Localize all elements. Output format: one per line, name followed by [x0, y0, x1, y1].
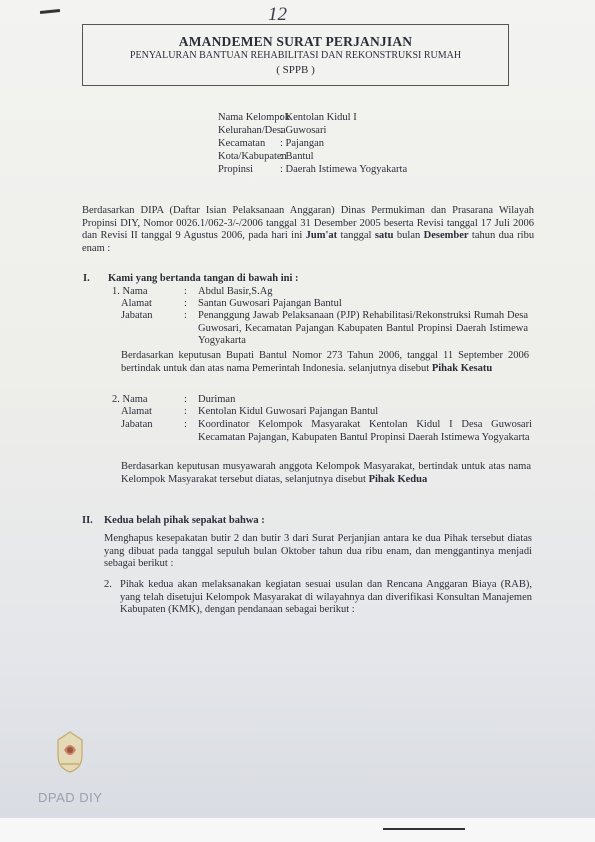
title-box: [82, 24, 509, 86]
info-value: : Pajangan: [280, 138, 325, 149]
intro-text3: bulan: [396, 230, 421, 241]
party1-designation: Pihak Kesatu: [431, 362, 493, 374]
party2-designation: Pihak Kedua: [368, 473, 428, 485]
section-2-paragraph: Menghapus kesepakatan butir 2 dan butir 3 dari Surat Perjanjian antara ke dua Pihak tersebut diatas yang dibuat pada tanggal sepuluh bulan Oktober tahun dua ribu enam, dan menggantinya menjadi sebagai berikut :: [104, 533, 532, 569]
party1-label-position: Jabatan: [121, 310, 153, 321]
party2-basis-text: Berdasarkan keputusan musyawarah anggota Kelompok Masyarakat, bertindak untuk atas nama Kelompok Masyarakat tersebut diatas, selanjutnya disebut: [121, 461, 531, 485]
colon: :: [184, 406, 187, 417]
info-label: Nama Kelompok: [218, 112, 291, 123]
party1-basis: [121, 350, 529, 375]
document-code: ( SPPB ): [276, 64, 315, 76]
info-label: Propinsi: [218, 164, 254, 175]
party2-label-name: 2. Nama: [112, 394, 148, 405]
handwritten-page-number: 12: [268, 4, 287, 25]
intro-month: Desember: [423, 230, 469, 241]
colon: :: [184, 298, 187, 309]
document-subtitle: PENYALURAN BANTUAN REHABILITASI DAN REKONSTRUKSI RUMAH: [129, 50, 462, 61]
party2-label-position: Jabatan: [121, 419, 153, 430]
party2-label-address: Alamat: [121, 406, 152, 417]
party1-label-name: 1. Nama: [112, 286, 148, 297]
item-2-text: Pihak kedua akan melaksanakan kegiatan sesuai usulan dan Rencana Anggaran Biaya (RAB), yang telah disetujui Kelompok Masyarakat di wilayahnya dan diverifikasi Konsultan Manajemen Kabupaten (KMK), dengan pendanaan sebagai berikut :: [120, 579, 532, 615]
colon: :: [184, 286, 187, 297]
intro-paragraph: [82, 205, 534, 255]
colon: :: [184, 310, 187, 321]
info-label: Kota/Kabupaten: [218, 151, 287, 162]
colon: :: [184, 419, 187, 430]
intro-text: Berdasarkan DIPA (Daftar Isian Pelaksanaan Anggaran) Dinas Permukiman dan Prasarana Wilayah Propinsi DIY, Nomor 0026.1/062-3/-/2006 tanggal 31 Desember 2005 beserta Revisi tanggal 17 Juli 2006 dan Revisi II tanggal 9 Agustus 2006, pada hari ini: [82, 205, 534, 241]
item-2-number: 2.: [104, 579, 112, 590]
section-1-title: Kami yang bertanda tangan di bawah ini :: [108, 273, 299, 284]
section-1-number: I.: [83, 273, 90, 284]
bottom-rule: [383, 828, 465, 830]
section-2-title: Kedua belah pihak sepakat bahwa :: [104, 515, 265, 526]
party1-address: Santan Guwosari Pajangan Bantul: [198, 298, 342, 309]
intro-day: Jum'at: [305, 230, 338, 241]
info-value: : Guwosari: [280, 125, 327, 136]
info-label: Kecamatan: [218, 138, 266, 149]
info-value: : Kentolan Kidul I: [280, 112, 357, 123]
party2-name: Duriman: [198, 394, 236, 405]
party1-label-address: Alamat: [121, 298, 152, 309]
intro-text4: tahun dua ribu enam :: [82, 230, 535, 254]
party2-position: Koordinator Kelompok Masyarakat Kentolan Kidul I Desa Guwosari Kecamatan Pajangan, Kabupaten Bantul Propinsi Daerah Istimewa Yogyakarta: [198, 419, 532, 443]
archive-watermark: DPAD DIY: [38, 790, 103, 805]
party1-position: Penanggung Jawab Pelaksanaan (PJP) Rehabilitasi/Rekonstruksi Rumah Desa Guwosari, Kecamatan Pajangan Kabupaten Bantul Propinsi Daerah Istimewa Yogyakarta: [198, 310, 528, 346]
info-value: : Daerah Istimewa Yogyakarta: [280, 164, 408, 175]
colon: :: [184, 394, 187, 405]
scan-bottom-strip: [0, 818, 595, 842]
intro-date: satu: [374, 230, 394, 241]
crest-logo-icon: [52, 728, 88, 774]
party1-name: Abdul Basir,S.Ag: [198, 286, 273, 297]
intro-text2: tanggal: [340, 230, 372, 241]
party2-basis: [121, 461, 531, 486]
section-2-number: II.: [82, 515, 93, 526]
group-info: [218, 111, 468, 179]
party1-basis-text: Berdasarkan keputusan Bupati Bantul Nomor 273 Tahun 2006, tanggal 11 September 2006 bertindak untuk dan atas nama Pemerintah Indonesia. selanjutnya disebut: [121, 350, 529, 374]
info-value: : Bantul: [280, 151, 314, 162]
info-label: Kelurahan/Desa: [218, 125, 286, 136]
party2-address: Kentolan Kidul Guwosari Pajangan Bantul: [198, 406, 379, 417]
document-title: AMANDEMEN SURAT PERJANJIAN: [178, 34, 413, 49]
